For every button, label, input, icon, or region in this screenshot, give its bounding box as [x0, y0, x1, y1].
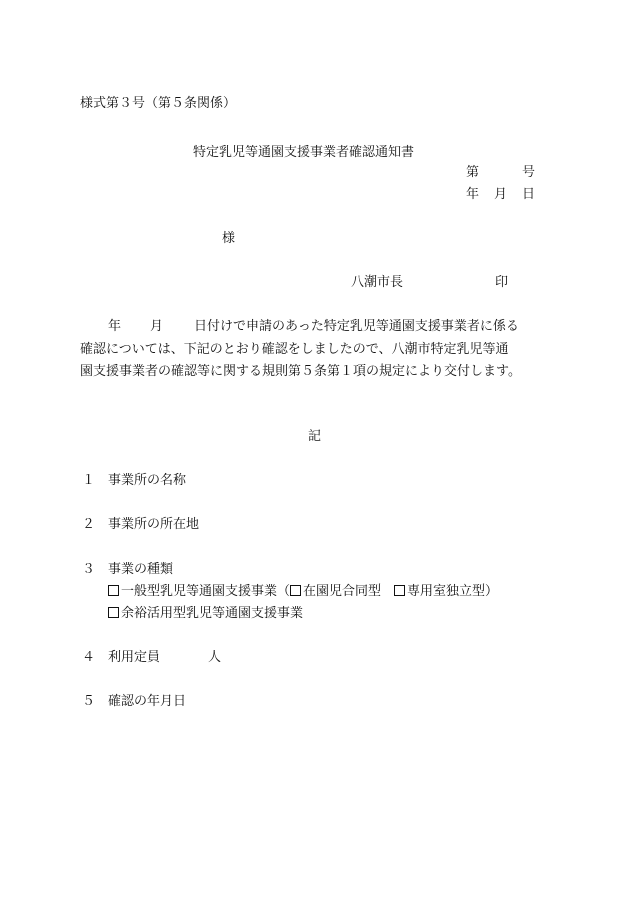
item-3: [82, 562, 173, 578]
general-label: 一般型乳児等通園支援事業（: [121, 584, 291, 599]
body-line1: 日付けで申請のあった特定乳児等通園支援事業者に係る: [194, 319, 519, 334]
item-label: 確認の年月日: [108, 694, 187, 709]
body-line3: 園支援事業者の確認等に関する規則第５条第１項の規定により交付します。: [80, 364, 521, 379]
item-4: [82, 650, 160, 666]
item-number: ５: [82, 694, 96, 709]
checkbox-joint[interactable]: [290, 585, 301, 596]
checkbox-general[interactable]: [108, 585, 119, 596]
business-type-surplus: [108, 606, 303, 622]
form-number: 様式第３号（第５条関係）: [80, 96, 237, 111]
item-5: [82, 694, 186, 710]
doc-number-prefix: 第: [466, 165, 480, 180]
body-month: 月: [150, 319, 164, 334]
item-number: ２: [82, 517, 96, 532]
body-line2: 確認については、下記のとおり確認をしましたので、八潮市特定乳児等通: [80, 342, 509, 357]
issuer-name: 八潮市長: [351, 275, 404, 290]
date-month: 月: [494, 187, 508, 202]
checkbox-surplus[interactable]: [108, 607, 119, 618]
surplus-label: 余裕活用型乳児等通園支援事業: [121, 606, 304, 621]
capacity-unit: 人: [208, 650, 222, 665]
business-type-general: [108, 584, 498, 600]
body-year: 年: [108, 319, 122, 334]
item-label: 事業の種類: [108, 562, 174, 577]
issuer-seal: 印: [495, 275, 509, 290]
addressee-suffix: 様: [222, 231, 236, 246]
checkbox-dedicated[interactable]: [394, 585, 405, 596]
item-1: [82, 473, 186, 489]
joint-label: 在園児合同型: [303, 584, 382, 599]
item-2: [82, 517, 199, 533]
item-label: 利用定員: [108, 650, 161, 665]
document-title: 特定乳児等通園支援事業者確認通知書: [193, 145, 415, 160]
item-label: 事業所の所在地: [108, 517, 200, 532]
doc-number-suffix: 号: [522, 165, 536, 180]
item-label: 事業所の名称: [108, 473, 187, 488]
date-day: 日: [522, 187, 536, 202]
item-number: １: [82, 473, 96, 488]
dedicated-label: 専用室独立型）: [407, 584, 499, 599]
ki-heading: 記: [308, 429, 322, 444]
date-year: 年: [466, 187, 480, 202]
item-number: ３: [82, 562, 96, 577]
item-number: ４: [82, 650, 96, 665]
